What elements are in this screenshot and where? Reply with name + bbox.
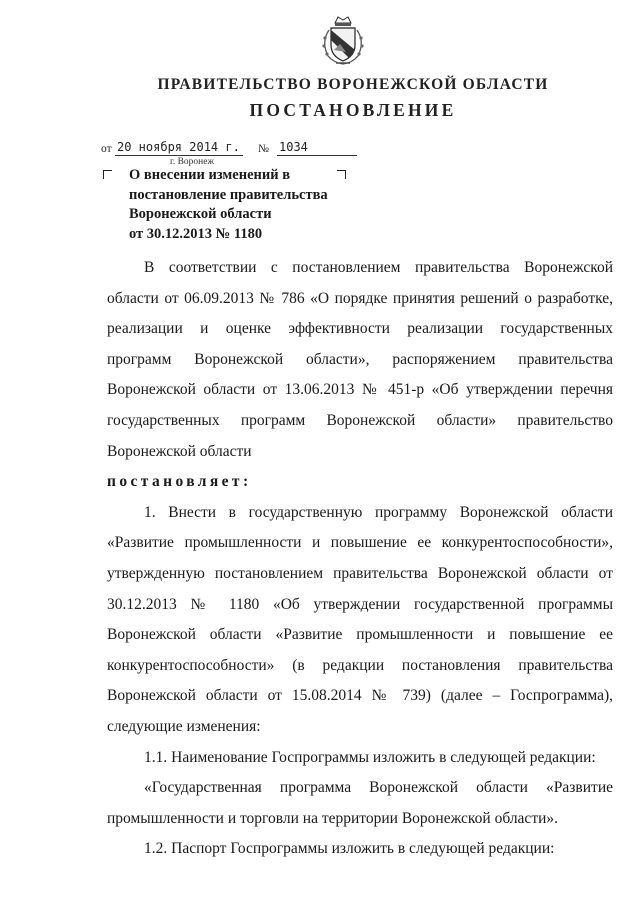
document-date: 20 ноября 2014 г. (117, 140, 240, 154)
preamble-paragraph: В соответствии с постановлением правительства Воронежской области от 06.09.2013 № 786 «О порядке принятия решений о разработке, реализации и оценке эффективности реализации государственных программ Воронежской области», распоряжением правительства Воронежской области от 13.06.2013 № 451-р «Об утверждении перечня государственных программ Воронежской области» правительство Воронежской области (107, 259, 613, 460)
voronezh-coat-of-arms-icon (318, 14, 368, 66)
clause-1-1-paragraph: 1.1. Наименование Госпрограммы изложить в следующей редакции: (144, 748, 596, 766)
number-sign: № (258, 143, 269, 155)
document-date-number-row (101, 140, 361, 158)
subject-line-3: Воронежской области (129, 206, 272, 222)
organization-title: ПРАВИТЕЛЬСТВО ВОРОНЕЖСКОЙ ОБЛАСТИ (157, 76, 549, 93)
document-city: г. Воронеж (170, 157, 215, 167)
new-program-name-paragraph: «Государственная программа Воронежской области «Развитие промышленности и торговли на территории Воронежской области». (107, 779, 613, 827)
date-underline (115, 155, 243, 156)
clause-1-paragraph: 1. Внести в государственную программу Воронежской области «Развитие промышленности и повышение ее конкурентоспособности», утвержденную постановлением правительства Воронежской области от 30.12.2013 № 1180 «Об утверждении государственной программы Воронежской области «Развитие промышленности и повышение ее конкурентоспособности» (в редакции постановления правительства Воронежской области от 15.08.2014 № 739) (далее – Госпрограмма), следующие изменения: (107, 503, 613, 735)
date-prefix: от (101, 143, 112, 155)
subject-line-2: постановление правительства (129, 186, 328, 203)
subject-line-4: от 30.12.2013 № 1180 (129, 225, 263, 242)
number-underline (277, 155, 357, 156)
clause-1-2-paragraph: 1.2. Паспорт Госпрограммы изложить в следующей редакции: (144, 840, 555, 858)
subject-line-1: О внесении изменений в (129, 167, 291, 183)
document-type-title: ПОСТАНОВЛЕНИЕ (249, 100, 457, 120)
document-number: 1034 (279, 140, 308, 154)
subject-left-bracket (103, 170, 112, 179)
resolves-label: постановляет: (107, 473, 252, 491)
document-body (107, 253, 613, 865)
document-subject (129, 166, 349, 244)
